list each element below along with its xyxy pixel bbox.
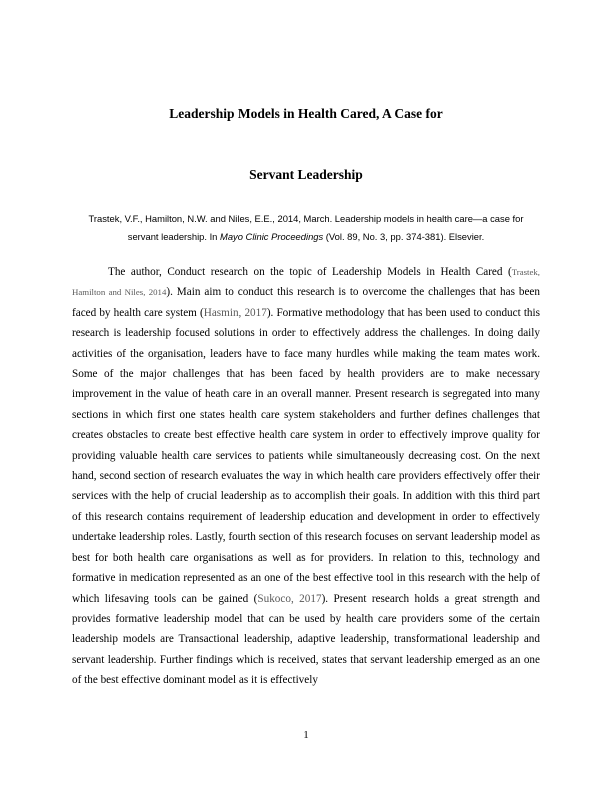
page-number: 1 — [303, 729, 309, 741]
body-text-3: ). Formative methodology that has been used to conduct this research is leadership focused solutions in order to effectively address the challenges. In doing daily activities of the organisation, leaders have to face many hurdles while making the team mates work. Some of the major challenges that has been faced by health providers are to make necessary improvement in the value of heath care in an overall manner. Present research is segregated into many sections in which first one states health care system stakeholders and further defines challenges that creates obstacles to create best effective health care system in order to effectively improve quality for providing valuable health care services to patients while simultaneously decreasing cost. On the next hand, second section of research evaluates the way in which health care providers effectively offer their services with the help of crucial leadership as to accomplish their goals. In addition with this third part of this research contains requirement of leadership education and development in order to effectively undertake leadership roles. Lastly, fourth section of this research focuses on servant leadership model as best for both health care organisations as well as for providers. In relation to this, technology and formative in medication represented as an one of the best effective tool in this research with the help of which lifesaving tools can be gained ( — [72, 306, 540, 605]
citation-details: (Vol. 89, No. 3, pp. 374-381). Elsevier. — [323, 231, 485, 242]
citation-journal: Mayo Clinic Proceedings — [220, 231, 324, 242]
body-text-4: ). Present research holds a great strength and provides formative leadership model that can be used by health care providers some of the certain leadership models are Transactional leadership, adaptive leadership, transformational leadership and servant leadership. Further findings which is received, states that servant leadership emerged as an one of the best effective dominant model as it is effectively — [72, 592, 541, 687]
in-text-citation: Trastek, Hamilton and Niles, 2014 — [72, 267, 540, 298]
citation-authors: Trastek, V.F., Hamilton, N.W. and Niles, E.E., 2014, March. Leadership models in health care—a case for servant leadership. In — [88, 213, 524, 242]
title-line-2: Servant Leadership — [249, 167, 363, 182]
reference-citation — [72, 210, 540, 246]
in-text-citation: Sukoco, 2017 — [257, 592, 322, 605]
body-text-2: ). Main aim to conduct this research is to overcome the challenges that has been faced by health care system ( — [72, 286, 540, 319]
body-paragraph — [72, 262, 540, 691]
title-line-1: Leadership Models in Health Cared, A Case for — [169, 106, 443, 121]
body-text-1: The author, Conduct research on the topic of Leadership Models in Health Cared ( — [108, 266, 512, 278]
in-text-citation: Hasmin, 2017 — [203, 306, 267, 319]
